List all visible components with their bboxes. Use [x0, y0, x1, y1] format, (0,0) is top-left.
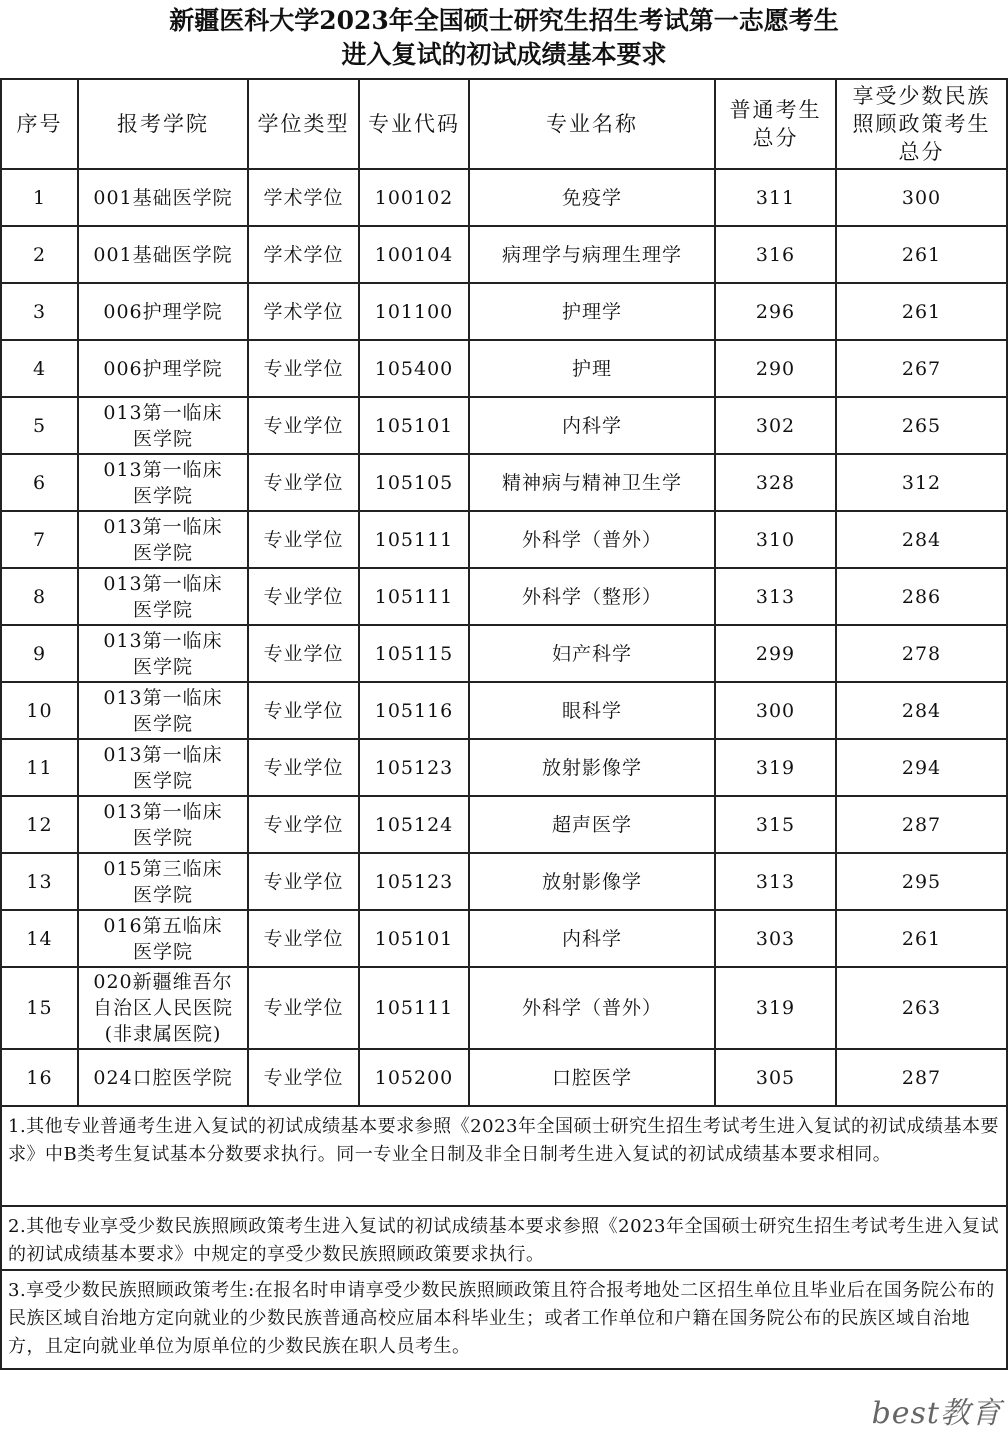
row-college — [78, 910, 248, 967]
title-line-1: 新疆医科大学2023年全国硕士研究生招生考试第一志愿考生 — [169, 6, 839, 35]
row-degree-type: 专业学位 — [248, 340, 359, 397]
row-index: 7 — [1, 511, 78, 568]
table-row — [1, 967, 1007, 1049]
row-index: 6 — [1, 454, 78, 511]
row-college — [78, 739, 248, 796]
row-college-line-1: 001基础医学院 — [93, 186, 233, 209]
row-index: 11 — [1, 739, 78, 796]
row-minority-total: 261 — [836, 910, 1007, 967]
row-college-line-2: 医学院 — [132, 598, 193, 621]
row-college-line-2: 医学院 — [132, 541, 193, 564]
row-major-name: 放射影像学 — [469, 739, 715, 796]
row-college — [78, 796, 248, 853]
row-degree-type: 学术学位 — [248, 169, 359, 226]
note-row — [1, 1206, 1007, 1270]
row-minority-total: 294 — [836, 739, 1007, 796]
row-degree-type: 专业学位 — [248, 397, 359, 454]
header-minority-line-2: 照顾政策考生 — [852, 112, 991, 136]
row-index: 16 — [1, 1049, 78, 1106]
row-college — [78, 340, 248, 397]
row-index: 8 — [1, 568, 78, 625]
row-major-name: 病理学与病理生理学 — [469, 226, 715, 283]
row-minority-total: 284 — [836, 682, 1007, 739]
row-general-total: 299 — [715, 625, 836, 682]
row-general-total: 300 — [715, 682, 836, 739]
table-row — [1, 625, 1007, 682]
row-index: 15 — [1, 967, 78, 1049]
row-college-line-1: 013第一临床 — [103, 515, 223, 538]
row-major-name: 外科学（普外） — [469, 967, 715, 1049]
row-college — [78, 169, 248, 226]
row-general-total: 290 — [715, 340, 836, 397]
row-minority-total: 312 — [836, 454, 1007, 511]
row-minority-total: 267 — [836, 340, 1007, 397]
row-general-total: 319 — [715, 967, 836, 1049]
table-row — [1, 226, 1007, 283]
note-row — [1, 1106, 1007, 1206]
row-degree-type: 专业学位 — [248, 682, 359, 739]
row-major-name: 口腔医学 — [469, 1049, 715, 1106]
row-major-name: 外科学（普外） — [469, 511, 715, 568]
table-row — [1, 739, 1007, 796]
header-degree-type: 学位类型 — [248, 79, 359, 169]
row-major-name: 内科学 — [469, 397, 715, 454]
row-degree-type: 专业学位 — [248, 454, 359, 511]
table-body — [1, 79, 1007, 1369]
row-index: 1 — [1, 169, 78, 226]
row-major-code: 105200 — [359, 1049, 469, 1106]
row-general-total: 313 — [715, 853, 836, 910]
header-general-line-2: 总分 — [752, 126, 799, 150]
row-major-code: 105124 — [359, 796, 469, 853]
row-minority-total: 261 — [836, 226, 1007, 283]
row-general-total: 303 — [715, 910, 836, 967]
row-college-line-1: 024口腔医学院 — [93, 1066, 233, 1089]
row-index: 3 — [1, 283, 78, 340]
row-minority-total: 300 — [836, 169, 1007, 226]
header-general-line-1: 普通考生 — [729, 98, 822, 122]
table-row — [1, 568, 1007, 625]
row-college-line-3: (非隶属医院) — [104, 1023, 222, 1045]
row-general-total: 305 — [715, 1049, 836, 1106]
row-degree-type: 专业学位 — [248, 511, 359, 568]
title-line-2: 进入复试的初试成绩基本要求 — [341, 40, 667, 69]
row-major-name: 护理学 — [469, 283, 715, 340]
row-college — [78, 226, 248, 283]
header-major-code: 专业代码 — [359, 79, 469, 169]
row-degree-type: 专业学位 — [248, 967, 359, 1049]
row-index: 13 — [1, 853, 78, 910]
row-major-code: 105111 — [359, 511, 469, 568]
row-college — [78, 682, 248, 739]
row-college-line-2: 医学院 — [132, 883, 193, 906]
watermark-logo: best教育 — [871, 1396, 1002, 1431]
row-major-code: 105101 — [359, 397, 469, 454]
header-minority-line-3: 总分 — [898, 140, 945, 164]
row-college — [78, 967, 248, 1049]
row-college-line-1: 016第五临床 — [103, 914, 223, 937]
row-college-line-1: 013第一临床 — [103, 458, 223, 481]
row-major-code: 100104 — [359, 226, 469, 283]
row-college — [78, 397, 248, 454]
row-major-code: 105101 — [359, 910, 469, 967]
row-minority-total: 263 — [836, 967, 1007, 1049]
row-major-code: 105116 — [359, 682, 469, 739]
row-degree-type: 学术学位 — [248, 283, 359, 340]
row-college-line-1: 013第一临床 — [103, 401, 223, 424]
row-college — [78, 853, 248, 910]
row-general-total: 316 — [715, 226, 836, 283]
table-row — [1, 1049, 1007, 1106]
row-college-line-1: 020新疆维吾尔 — [93, 971, 233, 993]
row-minority-total: 287 — [836, 1049, 1007, 1106]
row-major-name: 放射影像学 — [469, 853, 715, 910]
row-general-total: 311 — [715, 169, 836, 226]
table-row — [1, 511, 1007, 568]
row-major-name: 外科学（整形） — [469, 568, 715, 625]
header-index: 序号 — [1, 79, 78, 169]
row-general-total: 313 — [715, 568, 836, 625]
row-college-line-2: 医学院 — [132, 655, 193, 678]
header-minority-total — [836, 79, 1007, 169]
row-college — [78, 283, 248, 340]
row-degree-type: 专业学位 — [248, 739, 359, 796]
header-minority-line-1: 享受少数民族 — [852, 84, 991, 108]
row-college — [78, 1049, 248, 1106]
row-major-code: 101100 — [359, 283, 469, 340]
table-row — [1, 910, 1007, 967]
note-text-1: 1.其他专业普通考生进入复试的初试成绩基本要求参照《2023年全国硕士研究生招生考试考生进入复试的初试成绩基本要求》中B类考生复试基本分数要求执行。同一专业全日制及非全日制考生进入复试的初试成绩基本要求相同。 — [1, 1106, 1007, 1206]
table-row — [1, 454, 1007, 511]
row-major-code: 100102 — [359, 169, 469, 226]
row-minority-total: 286 — [836, 568, 1007, 625]
table-row — [1, 283, 1007, 340]
table-row — [1, 853, 1007, 910]
row-major-code: 105105 — [359, 454, 469, 511]
row-minority-total: 261 — [836, 283, 1007, 340]
row-general-total: 310 — [715, 511, 836, 568]
row-college-line-1: 001基础医学院 — [93, 243, 233, 266]
row-degree-type: 专业学位 — [248, 568, 359, 625]
note-text-3: 3.享受少数民族照顾政策考生:在报名时申请享受少数民族照顾政策且符合报考地处二区招生单位且毕业后在国务院公布的民族区域自治地方定向就业的少数民族普通高校应届本科毕业生；或者工作单位和户籍在国务院公布的民族区域自治地方，且定向就业单位为原单位的少数民族在职人员考生。 — [1, 1270, 1007, 1369]
row-major-name: 眼科学 — [469, 682, 715, 739]
row-college — [78, 625, 248, 682]
header-row — [1, 79, 1007, 169]
note-text-2: 2.其他专业享受少数民族照顾政策考生进入复试的初试成绩基本要求参照《2023年全国硕士研究生招生考试考生进入复试的初试成绩基本要求》中规定的享受少数民族照顾政策要求执行。 — [1, 1206, 1007, 1270]
row-major-code: 105123 — [359, 853, 469, 910]
row-major-code: 105111 — [359, 568, 469, 625]
row-degree-type: 专业学位 — [248, 1049, 359, 1106]
row-college-line-1: 013第一临床 — [103, 629, 223, 652]
table-row — [1, 397, 1007, 454]
row-index: 12 — [1, 796, 78, 853]
row-general-total: 328 — [715, 454, 836, 511]
table-row — [1, 796, 1007, 853]
row-college — [78, 511, 248, 568]
row-college-line-1: 006护理学院 — [103, 300, 223, 323]
header-general-total — [715, 79, 836, 169]
row-index: 4 — [1, 340, 78, 397]
table-row — [1, 169, 1007, 226]
row-major-name: 精神病与精神卫生学 — [469, 454, 715, 511]
row-general-total: 302 — [715, 397, 836, 454]
row-major-name: 护理 — [469, 340, 715, 397]
row-major-name: 超声医学 — [469, 796, 715, 853]
row-degree-type: 专业学位 — [248, 910, 359, 967]
row-major-code: 105111 — [359, 967, 469, 1049]
row-minority-total: 287 — [836, 796, 1007, 853]
row-college-line-1: 013第一临床 — [103, 572, 223, 595]
document-title — [0, 4, 1008, 72]
row-minority-total: 265 — [836, 397, 1007, 454]
row-index: 9 — [1, 625, 78, 682]
header-major-name: 专业名称 — [469, 79, 715, 169]
row-college-line-2: 医学院 — [132, 484, 193, 507]
row-degree-type: 专业学位 — [248, 796, 359, 853]
row-minority-total: 295 — [836, 853, 1007, 910]
row-index: 14 — [1, 910, 78, 967]
row-index: 2 — [1, 226, 78, 283]
row-college-line-1: 013第一临床 — [103, 800, 223, 823]
row-degree-type: 专业学位 — [248, 625, 359, 682]
row-college-line-2: 医学院 — [132, 769, 193, 792]
row-major-code: 105123 — [359, 739, 469, 796]
row-college-line-1: 015第三临床 — [103, 857, 223, 880]
row-degree-type: 专业学位 — [248, 853, 359, 910]
table-row — [1, 682, 1007, 739]
row-general-total: 315 — [715, 796, 836, 853]
row-college — [78, 568, 248, 625]
note-row — [1, 1270, 1007, 1369]
row-college-line-2: 医学院 — [132, 427, 193, 450]
row-index: 5 — [1, 397, 78, 454]
score-requirements-table — [0, 78, 1008, 1370]
row-major-name: 内科学 — [469, 910, 715, 967]
row-college-line-2: 自治区人民医院 — [92, 997, 233, 1019]
row-general-total: 296 — [715, 283, 836, 340]
row-college-line-1: 013第一临床 — [103, 686, 223, 709]
row-index: 10 — [1, 682, 78, 739]
table-row — [1, 340, 1007, 397]
row-major-code: 105400 — [359, 340, 469, 397]
row-college-line-2: 医学院 — [132, 940, 193, 963]
row-college-line-2: 医学院 — [132, 712, 193, 735]
header-college: 报考学院 — [78, 79, 248, 169]
row-major-name: 免疫学 — [469, 169, 715, 226]
row-major-name: 妇产科学 — [469, 625, 715, 682]
row-college-line-1: 006护理学院 — [103, 357, 223, 380]
row-college-line-1: 013第一临床 — [103, 743, 223, 766]
row-college-line-2: 医学院 — [132, 826, 193, 849]
row-degree-type: 学术学位 — [248, 226, 359, 283]
row-major-code: 105115 — [359, 625, 469, 682]
row-minority-total: 278 — [836, 625, 1007, 682]
row-college — [78, 454, 248, 511]
row-general-total: 319 — [715, 739, 836, 796]
row-minority-total: 284 — [836, 511, 1007, 568]
